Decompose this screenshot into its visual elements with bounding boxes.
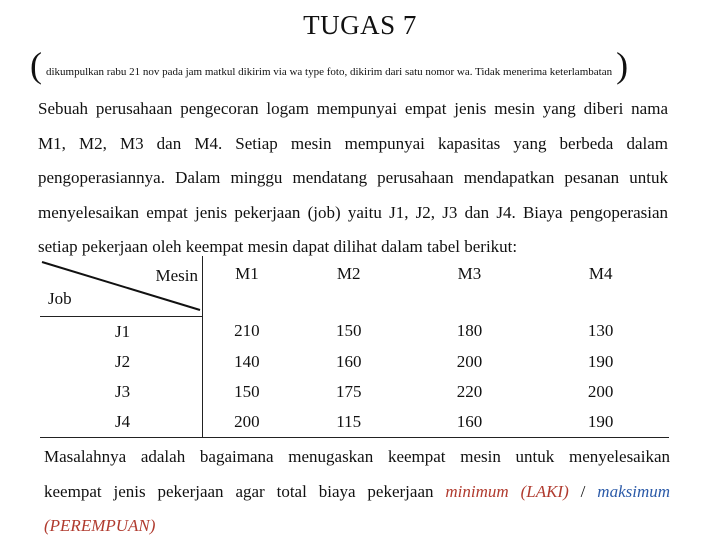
row-job-label: J2 bbox=[115, 351, 131, 371]
maksimum-text: maksimum bbox=[597, 481, 671, 501]
table-cell: 210 bbox=[203, 316, 291, 347]
table-cell: 175 bbox=[335, 381, 362, 401]
table-cell: 190 bbox=[587, 351, 614, 371]
paragraph-line: menyelesaikan empat jenis pekerjaan (job) yaitu J1, J2, J3 dan J4. Biaya pengoperasian bbox=[38, 202, 668, 222]
closing-paragraph bbox=[44, 440, 670, 544]
table-header-row bbox=[40, 256, 669, 316]
perempuan-text: (PEREMPUAN) bbox=[44, 516, 156, 535]
paragraph-line: setiap pekerjaan oleh keempat mesin dapat dilihat dalam tabel berikut: bbox=[38, 237, 518, 256]
row-job-label: J3 bbox=[115, 381, 131, 401]
separator-slash: / bbox=[580, 481, 586, 501]
column-header: M2 bbox=[336, 264, 361, 283]
closing-line bbox=[44, 509, 670, 544]
submission-note bbox=[30, 42, 702, 88]
table-cell: 150 bbox=[335, 321, 362, 341]
table-cell: 150 bbox=[203, 377, 291, 407]
problem-paragraph bbox=[38, 92, 668, 265]
table-row bbox=[40, 407, 669, 438]
corner-label-job: Job bbox=[48, 288, 72, 308]
table-row bbox=[40, 347, 669, 377]
paragraph-line: pengoperasiannya. Dalam minggu mendatang perusahaan mendapatkan pesanan untuk bbox=[38, 168, 668, 187]
column-header: M3 bbox=[457, 264, 482, 283]
row-job-label: J4 bbox=[40, 407, 203, 438]
note-text: dikumpulkan rabu 21 nov pada jam matkul dikirim via wa type foto, dikirim dari satu nomor wa. Tidak menerima keterlambatan bbox=[46, 66, 613, 78]
table-row bbox=[40, 377, 669, 407]
table-cell: 140 bbox=[203, 347, 291, 377]
table-cell: 190 bbox=[532, 407, 669, 438]
table-cell: 200 bbox=[456, 351, 483, 371]
paragraph-line: M1, M2, M3 dan M4. Setiap mesin mempunyai kapasitas yang berbeda dalam bbox=[38, 133, 668, 153]
closing-line-prefix: keempat jenis pekerjaan agar total biaya pekerjaan bbox=[44, 481, 434, 501]
page-title: TUGAS 7 bbox=[303, 10, 417, 40]
closing-line: Masalahnya adalah bagaimana menugaskan keempat mesin untuk menyelesaikan bbox=[44, 447, 670, 466]
minimum-laki-text: minimum (LAKI) bbox=[445, 481, 569, 501]
table-cell: 160 bbox=[407, 407, 533, 438]
note-close-paren: ) bbox=[616, 45, 629, 85]
corner-diagonal bbox=[40, 260, 202, 312]
corner-label-mesin: Mesin bbox=[155, 265, 198, 285]
table-cell: 200 bbox=[203, 407, 291, 438]
table-cell: 180 bbox=[456, 321, 483, 341]
table-cell: 200 bbox=[587, 381, 614, 401]
table-corner-cell bbox=[40, 256, 203, 316]
row-job-label: J1 bbox=[115, 321, 131, 341]
cost-table bbox=[40, 256, 669, 438]
column-header: M1 bbox=[203, 256, 291, 316]
table-cell: 160 bbox=[335, 351, 362, 371]
note-open-paren: ( bbox=[30, 45, 42, 85]
closing-line bbox=[44, 475, 670, 510]
table-cell: 220 bbox=[456, 381, 483, 401]
column-header: M4 bbox=[588, 264, 613, 283]
paragraph-line: Sebuah perusahaan pengecoran logam mempunyai empat jenis mesin yang diberi nama bbox=[38, 99, 668, 118]
table-row bbox=[40, 316, 669, 347]
table-cell: 115 bbox=[291, 407, 407, 438]
table-cell: 130 bbox=[587, 321, 614, 341]
